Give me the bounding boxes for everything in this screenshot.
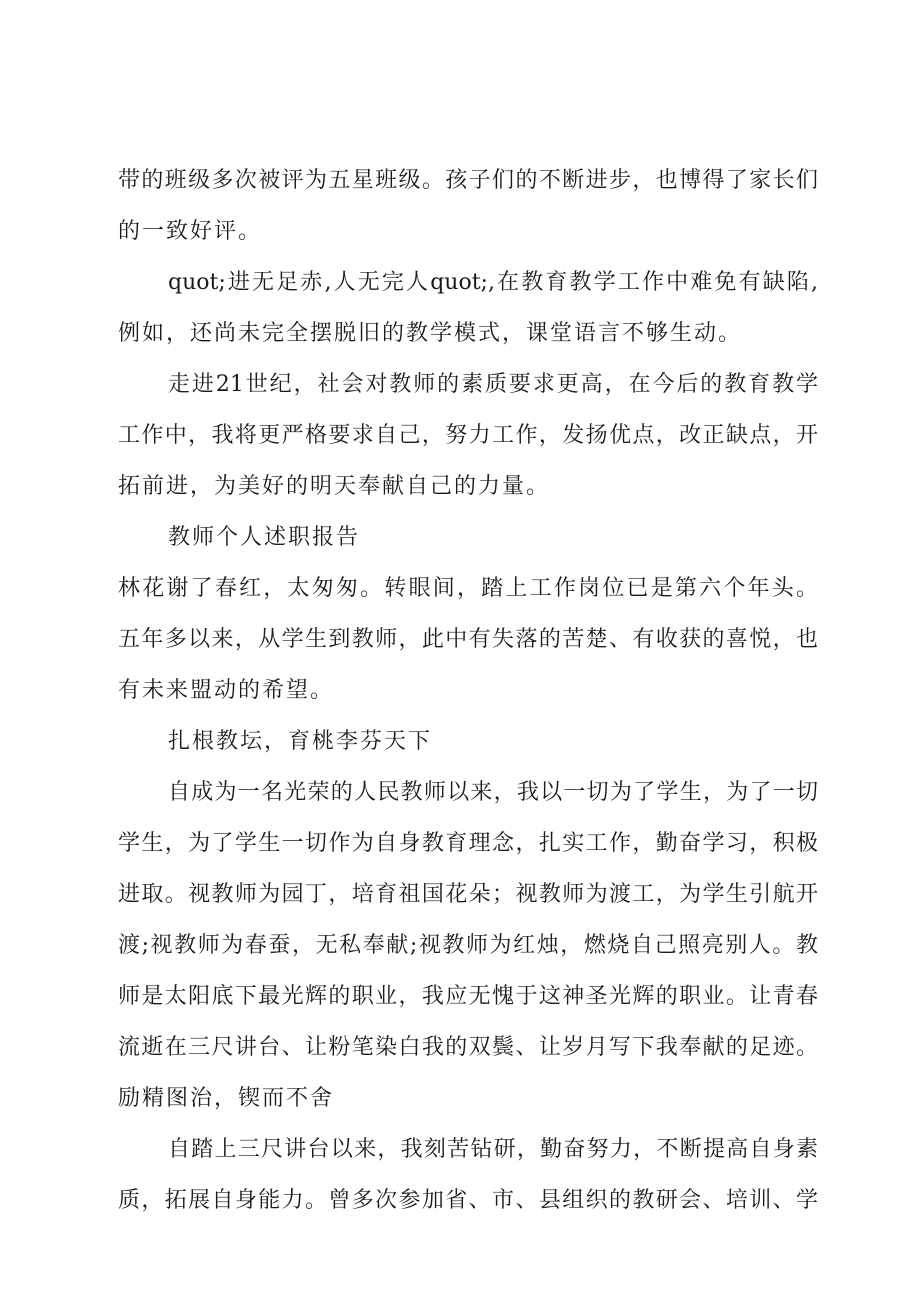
text-line: 学生，为了学生一切作为自身教育理念，扎实工作，勤奋学习，积极 bbox=[118, 831, 818, 856]
text-line: 带的班级多次被评为五星班级。孩子们的不断进步，也博得了家长们 bbox=[118, 168, 818, 193]
text-line: 流逝在三尺讲台、让粉笔染白我的双鬓、让岁月写下我奉献的足迹。 bbox=[118, 1035, 818, 1060]
text-line: 渡;视教师为春蚕，无私奉献;视教师为红烛，燃烧自己照亮别人。教 bbox=[118, 933, 818, 958]
text-line: 林花谢了春红，太匆匆。转眼间，踏上工作岗位已是第六个年头。 bbox=[118, 576, 818, 601]
text-line: 走进21世纪，社会对教师的素质要求更高，在今后的教育教学 bbox=[168, 372, 818, 397]
section-heading: 扎根教坛，育桃李芬天下 bbox=[168, 729, 433, 754]
text-line: 质，拓展自身能力。曾多次参加省、市、县组织的教研会、培训、学 bbox=[118, 1188, 818, 1213]
text-line: 师是太阳底下最光辉的职业，我应无愧于这神圣光辉的职业。让青春 bbox=[118, 984, 818, 1009]
text-line: 拓前进，为美好的明天奉献自己的力量。 bbox=[118, 474, 551, 499]
text-line: 工作中，我将更严格要求自己，努力工作，发扬优点，改正缺点，开 bbox=[118, 423, 818, 448]
text-line: 自踏上三尺讲台以来，我刻苦钻研，勤奋努力，不断提高自身素 bbox=[168, 1137, 818, 1162]
text-line: quot;进无足赤,人无完人quot;,在教育教学工作中难免有缺陷, bbox=[168, 270, 818, 295]
text-line: 进取。视教师为园丁，培育祖国花朵；视教师为渡工，为学生引航开 bbox=[118, 882, 818, 907]
text-line: 五年多以来，从学生到教师，此中有失落的苦楚、有收获的喜悦，也 bbox=[118, 627, 818, 652]
text-line: 的一致好评。 bbox=[118, 219, 263, 244]
text-line: 自成为一名光荣的人民教师以来，我以一切为了学生，为了一切 bbox=[168, 780, 818, 805]
section-heading: 教师个人述职报告 bbox=[168, 525, 361, 550]
text-line: 有未来盟动的希望。 bbox=[118, 678, 335, 703]
text-line: 例如，还尚未完全摆脱旧的教学模式，课堂语言不够生动。 bbox=[118, 321, 743, 346]
section-heading: 励精图治，锲而不舍 bbox=[118, 1086, 335, 1111]
